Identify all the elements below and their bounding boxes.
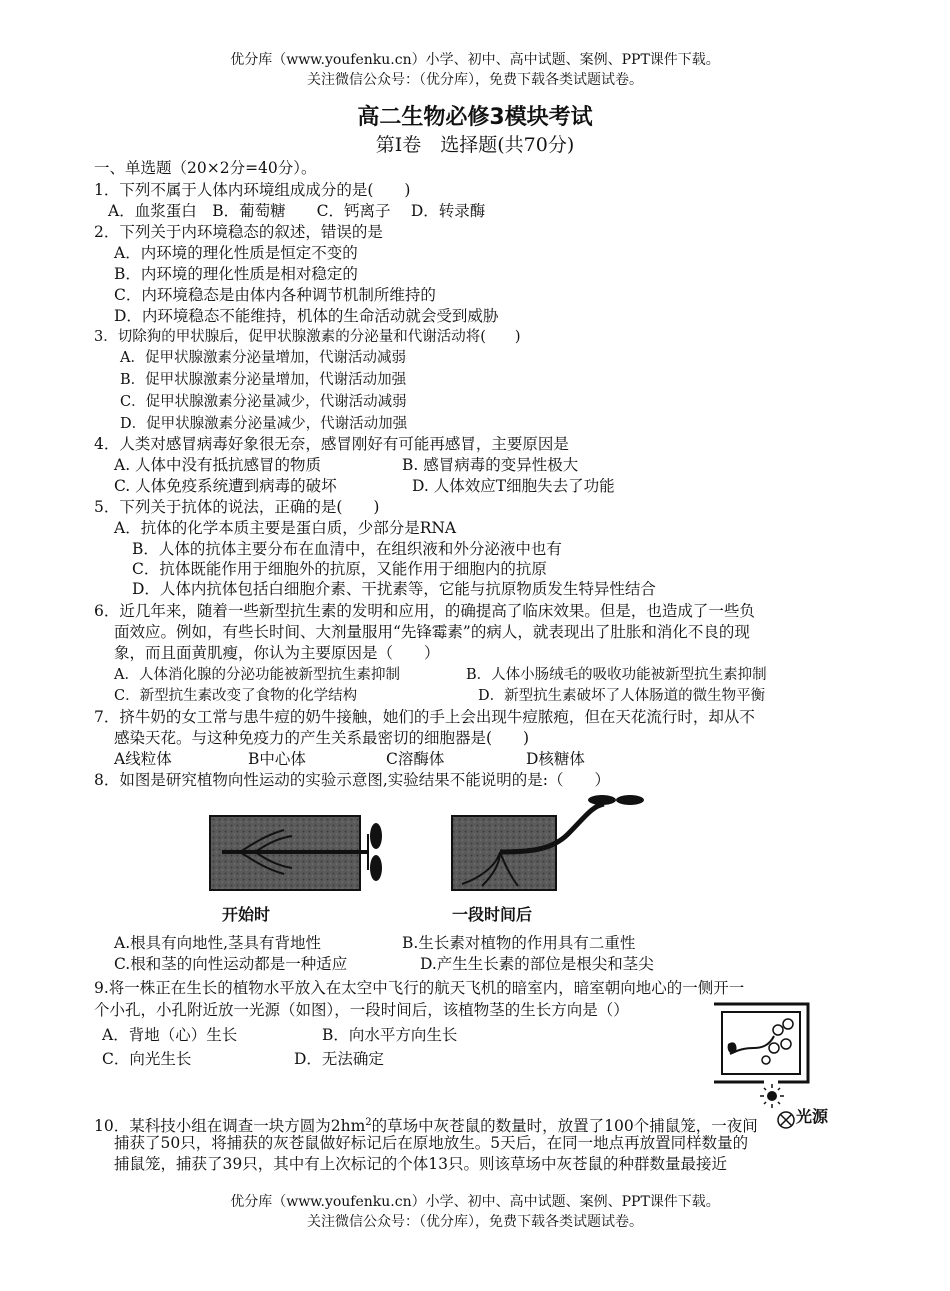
exam-title: 高二生物必修3模块考试 [357,105,593,130]
q9-option-b: B．向水平方向生长 [322,1026,458,1044]
q2-option-c: C．内环境稳态是由体内各种调节机制所维持的 [114,286,436,304]
figure-label-start: 开始时 [222,905,271,924]
q6-option-d: D．新型抗生素破坏了人体肠道的微生物平衡 [478,688,766,704]
q4-option-a: A. 人体中没有抵抗感冒的物质 [114,456,322,474]
exam-subtitle: 第Ⅰ卷 选择题(共70分) [375,134,575,156]
q7-option-d: D核糖体 [526,750,585,768]
q5-option-c: C．抗体既能作用于细胞外的抗原，又能作用于细胞内的抗原 [132,560,547,578]
q10-area-exponent: 2 [365,1117,372,1128]
q2-option-a: A．内环境的理化性质是恒定不变的 [114,244,358,262]
figure-label-after: 一段时间后 [452,905,533,924]
q5-option-d: D．人体内抗体包括白细胞介素、干扰素等，它能与抗原物质发生特异性结合 [132,580,656,598]
q10-stem-part-2: 的草场中灰苍鼠的数量时，放置了100个捕鼠笼，一夜间 [371,1117,758,1136]
footer-line-1: 优分库（www.youfenku.cn）小学、初中、高中试题、案例、PPT课件下载。 [230,1194,720,1210]
q1-stem: 1．下列不属于人体内环境组成成分的是( ) [94,181,411,199]
q9-stem-line-2: 个小孔，小孔附近放一光源（如图），一段时间后，该植物茎的生长方向是（） [94,1001,629,1019]
q7-stem-line-1: 7．挤牛奶的女工常与患牛痘的奶牛接触，她们的手上会出现牛痘脓疱，但在天花流行时，却从不 [94,708,755,726]
header-line-2: 关注微信公众号：（优分库），免费下载各类试题试卷。 [307,72,643,88]
dark-room-figure [708,1000,858,1130]
q6-stem-line-2: 面效应。例如，有些长时间、大剂量服用“先锋霉素”的病人，就表现出了肚胀和消化不良的现 [114,623,750,641]
q7-option-a: A线粒体 [114,750,172,768]
q10-stem-line-2: 捕获了50只，将捕获的灰苍鼠做好标记后在原地放生。5天后，在同一地点再放置同样数量的 [114,1134,749,1152]
q4-option-b: B. 感冒病毒的变异性极大 [402,456,579,474]
q1-options: A．血浆蛋白 B．葡萄糖 C．钙离子 D．转录酶 [108,202,486,220]
q4-option-d: D. 人体效应T细胞失去了功能 [412,477,615,495]
q5-stem: 5．下列关于抗体的说法，正确的是( ) [94,498,380,516]
q2-option-b: B．内环境的理化性质是相对稳定的 [114,265,358,283]
q4-stem: 4．人类对感冒病毒好象很无奈，感冒刚好有可能再感冒，主要原因是 [94,435,569,453]
q3-stem: 3．切除狗的甲状腺后，促甲状腺激素的分泌量和代谢活动将( ) [94,329,521,345]
q6-option-c: C．新型抗生素改变了食物的化学结构 [114,688,358,704]
q6-option-a: A．人体消化腺的分泌功能被新型抗生素抑制 [114,667,400,683]
q6-stem-line-1: 6．近几年来，随着一些新型抗生素的发明和应用，的确提高了临床效果。但是，也造成了一些负 [94,602,755,620]
q9-option-a: A．背地（心）生长 [102,1026,238,1044]
light-source-label: 光源 [796,1107,829,1126]
q3-option-b: B．促甲状腺激素分泌量增加，代谢活动加强 [120,372,407,388]
q9-option-d: D．无法确定 [294,1050,384,1068]
q9-stem-line-1: 9.将一株正在生长的植物水平放入在太空中飞行的航天飞机的暗室内，暗室朝向地心的一侧开一 [94,979,745,997]
q8-option-c: C.根和茎的向性运动都是一种适应 [114,955,348,973]
q9-option-c: C．向光生长 [102,1050,192,1068]
q7-option-b: B中心体 [248,750,306,768]
q8-option-b: B.生长素对植物的作用具有二重性 [402,934,636,952]
q6-option-b: B．人体小肠绒毛的吸收功能被新型抗生素抑制 [466,667,767,683]
q7-stem-line-2: 感染天花。与这种免疫力的产生关系最密切的细胞器是( ) [114,729,530,747]
q8-option-a: A.根具有向地性,茎具有背地性 [114,934,322,952]
q4-option-c: C. 人体免疫系统遭到病毒的破坏 [114,477,337,495]
q6-stem-line-3: 象，而且面黄肌瘦，你认为主要原因是（ ） [114,644,440,662]
q7-option-c: C溶酶体 [386,750,445,768]
figure-after-panel [452,795,644,890]
header-line-1: 优分库（www.youfenku.cn）小学、初中、高中试题、案例、PPT课件下载。 [230,52,720,68]
q3-option-d: D．促甲状腺激素分泌量减少，代谢活动加强 [120,416,408,432]
footer-line-2: 关注微信公众号：（优分库），免费下载各类试题试卷。 [307,1214,643,1230]
q10-stem-line-3: 捕鼠笼，捕获了39只，其中有上次标记的个体13只。则该草场中灰苍鼠的种群数量最接近 [114,1155,727,1173]
figure-start-panel [210,816,382,890]
q5-option-b: B．人体的抗体主要分布在血清中，在组织液和外分泌液中也有 [132,540,562,558]
q8-option-d: D.产生生长素的部位是根尖和茎尖 [420,955,654,973]
q2-stem: 2．下列关于内环境稳态的叙述，错误的是 [94,223,383,241]
q10-stem-part-1: 10．某科技小组在调查一块方圆为2hm [94,1117,366,1136]
section-heading: 一、单选题（20×2分=40分）。 [94,159,317,177]
q8-stem: 8．如图是研究植物向性运动的实验示意图,实验结果不能说明的是:（ ） [94,771,611,789]
q3-option-a: A．促甲状腺激素分泌量增加，代谢活动减弱 [120,350,406,366]
q3-option-c: C．促甲状腺激素分泌量减少，代谢活动减弱 [120,394,407,410]
q2-option-d: D．内环境稳态不能维持，机体的生命活动就会受到威胁 [114,307,499,325]
q5-option-a: A．抗体的化学本质主要是蛋白质，少部分是RNA [114,519,457,537]
